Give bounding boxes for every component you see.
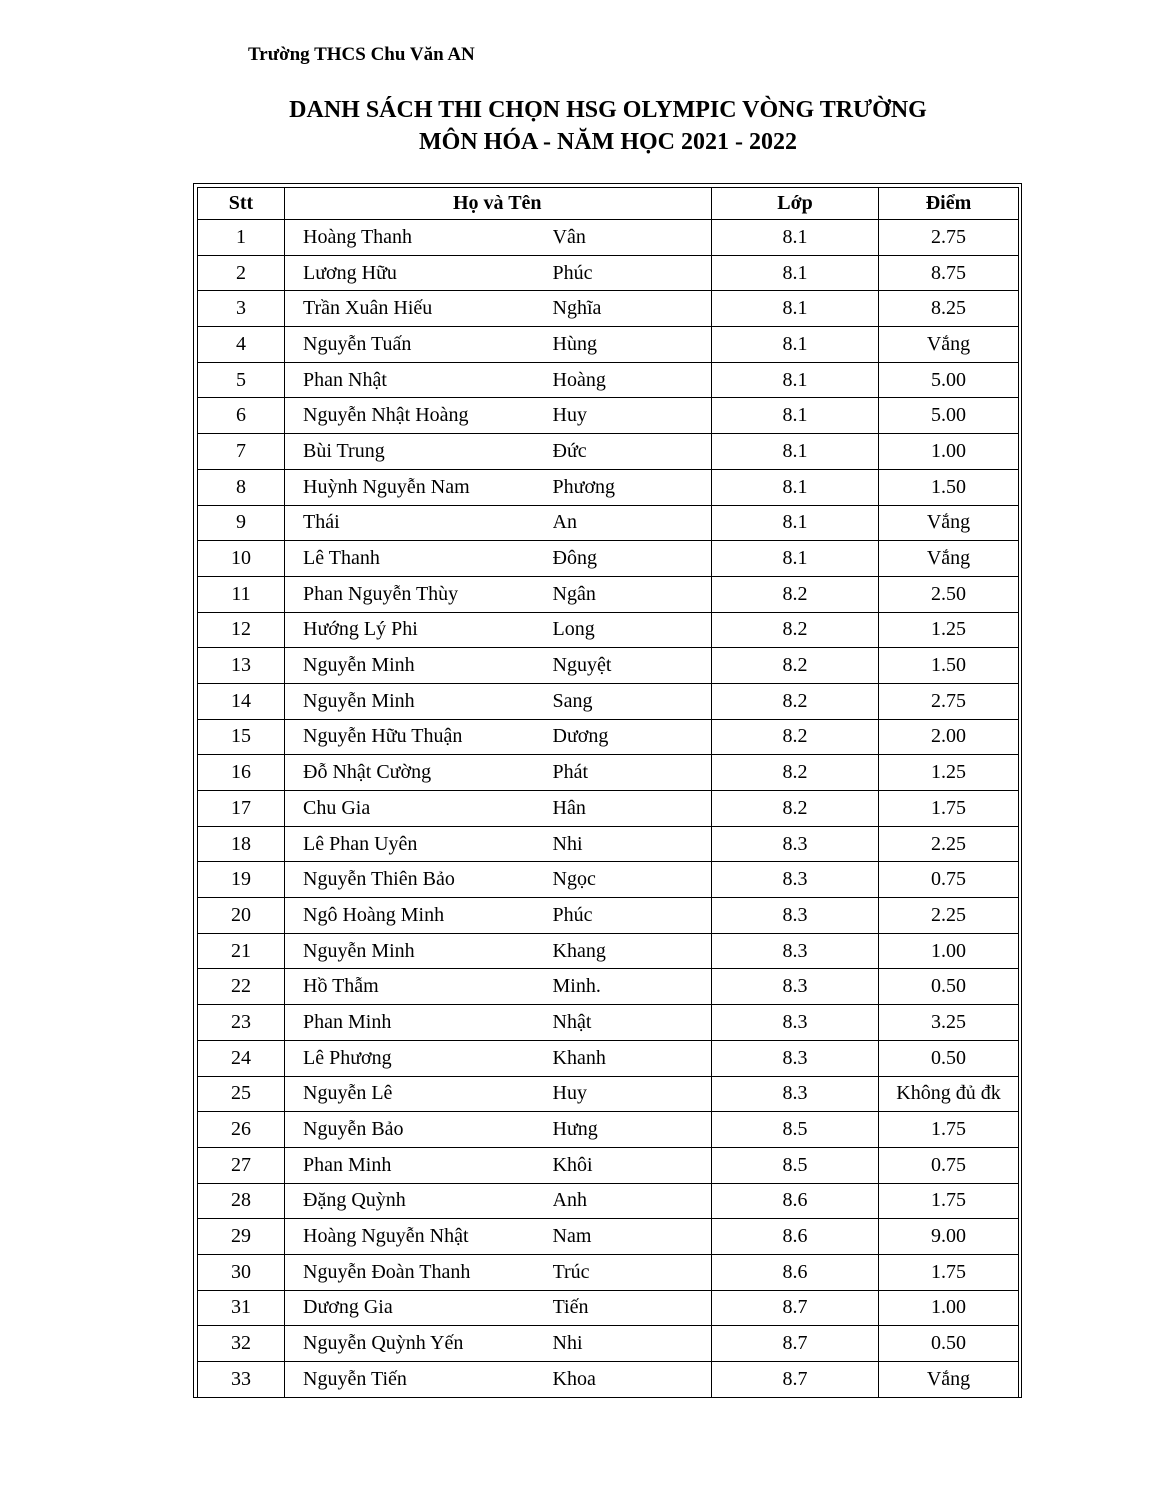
cell-ten: Phúc [553,255,712,291]
table-row [198,1290,1019,1326]
cell-diem: 2.50 [879,576,1019,612]
cell-lop: 8.7 [712,1326,879,1362]
cell-ho-dem: Ngô Hoàng Minh [285,898,553,934]
cell-stt: 7 [198,434,285,470]
cell-lop: 8.3 [712,898,879,934]
header-diem: Điểm [879,188,1019,220]
cell-diem: Vắng [879,541,1019,577]
document-title-line1: DANH SÁCH THI CHỌN HSG OLYMPIC VÒNG TRƯỜNG [289,97,927,123]
cell-ten: Khoa [553,1362,712,1398]
cell-ten: Khanh [553,1040,712,1076]
cell-ho-dem: Nguyễn Bảo [285,1112,553,1148]
cell-ho-dem: Phan Nhật [285,362,553,398]
cell-ho-dem: Phan Minh [285,1147,553,1183]
cell-ho-dem: Nguyễn Hữu Thuận [285,719,553,755]
cell-lop: 8.2 [712,648,879,684]
cell-ho-dem: Đỗ Nhật Cường [285,755,553,791]
cell-diem: 0.75 [879,862,1019,898]
cell-lop: 8.6 [712,1183,879,1219]
cell-lop: 8.6 [712,1219,879,1255]
cell-diem: 1.75 [879,791,1019,827]
table-row [198,434,1019,470]
cell-stt: 24 [198,1040,285,1076]
cell-lop: 8.3 [712,826,879,862]
cell-ho-dem: Nguyễn Thiên Bảo [285,862,553,898]
student-list-table [197,187,1019,1398]
cell-ho-dem: Lê Thanh [285,541,553,577]
cell-lop: 8.3 [712,862,879,898]
cell-ho-dem: Lê Phan Uyên [285,826,553,862]
cell-diem: 1.00 [879,434,1019,470]
cell-ten: Khang [553,933,712,969]
cell-stt: 31 [198,1290,285,1326]
cell-lop: 8.2 [712,719,879,755]
cell-ten: Khôi [553,1147,712,1183]
cell-lop: 8.1 [712,469,879,505]
cell-diem: 2.25 [879,898,1019,934]
table-row [198,255,1019,291]
cell-ten: Nguyệt [553,648,712,684]
cell-stt: 22 [198,969,285,1005]
cell-diem: 1.25 [879,755,1019,791]
cell-diem: 0.50 [879,1040,1019,1076]
cell-diem: 1.75 [879,1112,1019,1148]
table-row [198,648,1019,684]
cell-ten: Hân [553,791,712,827]
cell-lop: 8.1 [712,434,879,470]
cell-stt: 27 [198,1147,285,1183]
cell-stt: 28 [198,1183,285,1219]
cell-ho-dem: Phan Minh [285,1005,553,1041]
table-row [198,898,1019,934]
cell-ten: Nam [553,1219,712,1255]
cell-stt: 1 [198,220,285,256]
table-row [198,1147,1019,1183]
cell-ten: Đông [553,541,712,577]
cell-lop: 8.2 [712,791,879,827]
cell-stt: 25 [198,1076,285,1112]
cell-diem: 0.50 [879,969,1019,1005]
cell-diem: 2.25 [879,826,1019,862]
cell-stt: 10 [198,541,285,577]
cell-ten: Dương [553,719,712,755]
cell-ho-dem: Nguyễn Minh [285,933,553,969]
cell-stt: 33 [198,1362,285,1398]
cell-ten: Tiến [553,1290,712,1326]
cell-diem: 9.00 [879,1219,1019,1255]
cell-ten: Ngân [553,576,712,612]
cell-lop: 8.1 [712,362,879,398]
cell-stt: 17 [198,791,285,827]
cell-ho-dem: Lương Hữu [285,255,553,291]
cell-ho-dem: Nguyễn Tuấn [285,327,553,363]
school-name: Trường THCS Chu Văn AN [248,44,475,65]
cell-ten: Nhật [553,1005,712,1041]
table-row [198,862,1019,898]
cell-ho-dem: Đặng Quỳnh [285,1183,553,1219]
table-header-row [198,188,1019,220]
cell-ten: Huy [553,1076,712,1112]
table-row [198,1219,1019,1255]
cell-stt: 11 [198,576,285,612]
cell-stt: 8 [198,469,285,505]
cell-ho-dem: Huỳnh Nguyễn Nam [285,469,553,505]
table-row [198,1326,1019,1362]
cell-diem: 1.75 [879,1183,1019,1219]
table-row [198,612,1019,648]
cell-diem: 5.00 [879,398,1019,434]
cell-lop: 8.2 [712,755,879,791]
header-ho-ten: Họ và Tên [285,188,712,220]
cell-ho-dem: Nguyễn Tiến [285,1362,553,1398]
cell-stt: 32 [198,1326,285,1362]
cell-stt: 15 [198,719,285,755]
cell-stt: 21 [198,933,285,969]
cell-ten: An [553,505,712,541]
cell-lop: 8.2 [712,683,879,719]
cell-diem: Vắng [879,1362,1019,1398]
cell-stt: 23 [198,1005,285,1041]
table-row [198,791,1019,827]
cell-lop: 8.3 [712,969,879,1005]
cell-ten: Vân [553,220,712,256]
cell-ten: Nhi [553,826,712,862]
cell-lop: 8.2 [712,576,879,612]
cell-ho-dem: Hồ Thẫm [285,969,553,1005]
cell-ten: Huy [553,398,712,434]
table-row [198,719,1019,755]
cell-diem: Vắng [879,505,1019,541]
header-stt: Stt [198,188,285,220]
cell-lop: 8.1 [712,505,879,541]
cell-diem: 1.00 [879,1290,1019,1326]
cell-diem: 0.75 [879,1147,1019,1183]
table-row [198,1362,1019,1398]
cell-diem: 2.75 [879,220,1019,256]
cell-ten: Hoàng [553,362,712,398]
table-row [198,327,1019,363]
cell-stt: 3 [198,291,285,327]
table-row [198,220,1019,256]
cell-lop: 8.5 [712,1147,879,1183]
cell-diem: 1.00 [879,933,1019,969]
cell-diem: 2.00 [879,719,1019,755]
cell-ten: Phát [553,755,712,791]
cell-lop: 8.1 [712,255,879,291]
cell-diem: 1.50 [879,469,1019,505]
cell-ho-dem: Phan Nguyễn Thùy [285,576,553,612]
table-body [198,220,1019,1398]
cell-diem: 0.50 [879,1326,1019,1362]
cell-diem: 1.25 [879,612,1019,648]
cell-ho-dem: Hoàng Nguyễn Nhật [285,1219,553,1255]
cell-ho-dem: Bùi Trung [285,434,553,470]
cell-diem: 8.75 [879,255,1019,291]
table-row [198,398,1019,434]
cell-ten: Trúc [553,1254,712,1290]
cell-lop: 8.1 [712,291,879,327]
cell-ho-dem: Thái [285,505,553,541]
cell-ten: Sang [553,683,712,719]
table-row [198,576,1019,612]
cell-ten: Đức [553,434,712,470]
table-row [198,1005,1019,1041]
table-row [198,1040,1019,1076]
table-row [198,826,1019,862]
cell-lop: 8.1 [712,398,879,434]
cell-stt: 5 [198,362,285,398]
cell-stt: 16 [198,755,285,791]
table-row [198,1183,1019,1219]
cell-stt: 29 [198,1219,285,1255]
document-title-line2: MÔN HÓA - NĂM HỌC 2021 - 2022 [419,129,797,155]
cell-stt: 4 [198,327,285,363]
cell-ho-dem: Nguyễn Đoàn Thanh [285,1254,553,1290]
cell-lop: 8.7 [712,1362,879,1398]
cell-diem: 3.25 [879,1005,1019,1041]
header-lop: Lớp [712,188,879,220]
table-row [198,1112,1019,1148]
cell-stt: 6 [198,398,285,434]
cell-stt: 13 [198,648,285,684]
table-row [198,362,1019,398]
cell-lop: 8.6 [712,1254,879,1290]
cell-ho-dem: Nguyễn Quỳnh Yến [285,1326,553,1362]
cell-lop: 8.5 [712,1112,879,1148]
cell-ten: Nghĩa [553,291,712,327]
cell-lop: 8.1 [712,220,879,256]
table-row [198,1076,1019,1112]
cell-ten: Hùng [553,327,712,363]
table-row [198,469,1019,505]
cell-ho-dem: Chu Gia [285,791,553,827]
cell-ho-dem: Lê Phương [285,1040,553,1076]
cell-ho-dem: Nguyễn Nhật Hoàng [285,398,553,434]
cell-ten: Ngọc [553,862,712,898]
student-list-table-frame [193,183,1022,1398]
cell-diem: 1.50 [879,648,1019,684]
cell-lop: 8.3 [712,1076,879,1112]
cell-lop: 8.3 [712,1005,879,1041]
cell-ho-dem: Nguyễn Lê [285,1076,553,1112]
cell-ho-dem: Hoàng Thanh [285,220,553,256]
table-row [198,755,1019,791]
cell-ten: Minh. [553,969,712,1005]
cell-stt: 26 [198,1112,285,1148]
table-row [198,541,1019,577]
cell-diem: Vắng [879,327,1019,363]
table-row [198,291,1019,327]
cell-ten: Nhi [553,1326,712,1362]
cell-lop: 8.3 [712,1040,879,1076]
table-row [198,683,1019,719]
cell-ho-dem: Nguyễn Minh [285,648,553,684]
cell-diem: 8.25 [879,291,1019,327]
cell-stt: 14 [198,683,285,719]
cell-lop: 8.3 [712,933,879,969]
cell-ho-dem: Nguyễn Minh [285,683,553,719]
cell-diem: 2.75 [879,683,1019,719]
cell-stt: 9 [198,505,285,541]
cell-ten: Anh [553,1183,712,1219]
cell-ten: Long [553,612,712,648]
cell-lop: 8.1 [712,327,879,363]
table-row [198,969,1019,1005]
cell-ten: Phương [553,469,712,505]
cell-stt: 18 [198,826,285,862]
table-row [198,1254,1019,1290]
cell-ho-dem: Hướng Lý Phi [285,612,553,648]
cell-lop: 8.7 [712,1290,879,1326]
table-row [198,933,1019,969]
cell-stt: 19 [198,862,285,898]
cell-lop: 8.2 [712,612,879,648]
cell-ten: Phúc [553,898,712,934]
cell-ho-dem: Trần Xuân Hiếu [285,291,553,327]
table-row [198,505,1019,541]
cell-diem: Không đủ đk [879,1076,1019,1112]
cell-lop: 8.1 [712,541,879,577]
cell-stt: 2 [198,255,285,291]
cell-diem: 5.00 [879,362,1019,398]
cell-ho-dem: Dương Gia [285,1290,553,1326]
cell-stt: 20 [198,898,285,934]
cell-stt: 30 [198,1254,285,1290]
cell-diem: 1.75 [879,1254,1019,1290]
cell-ten: Hưng [553,1112,712,1148]
cell-stt: 12 [198,612,285,648]
